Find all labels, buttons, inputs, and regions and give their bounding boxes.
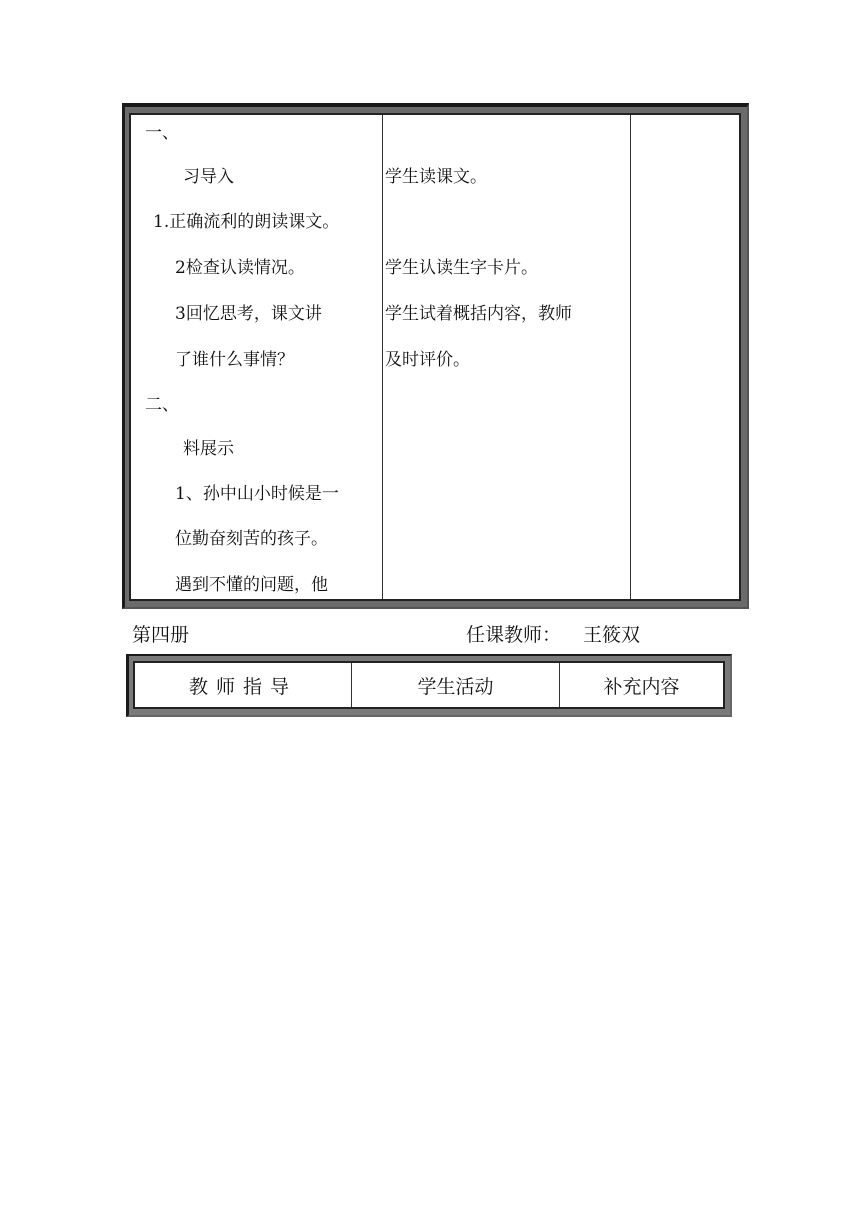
teacher-info [466,620,640,647]
guidance-line: 遇到不懂的问题，他 [175,575,328,595]
guidance-line: 一、 [145,123,179,143]
guidance-line: 二、 [145,395,179,415]
teacher-guidance-column [131,115,383,599]
guidance-line: 3回忆思考，课文讲 [175,304,322,324]
guidance-line: 1.正确流利的朗读课文。 [153,212,340,232]
teacher-label: 任课教师： [466,624,562,646]
book-volume: 第四册 [132,624,190,646]
header-supplement: 补充内容 [603,675,680,698]
header-teacher-guidance: 教师指导 [135,663,352,707]
guidance-line: 1、孙中山小时候是一 [175,484,339,504]
activity-line: 学生读课文。 [385,167,487,187]
guidance-line: 位勤奋刻苦的孩子。 [175,529,328,549]
student-activity-column [383,115,631,599]
supplement-column [631,115,739,599]
activity-line: 学生认读生字卡片。 [385,258,538,278]
lesson-table [122,103,749,609]
header-table [126,654,732,717]
guidance-line: 2检查认读情况。 [175,258,305,278]
guidance-line: 了谁什么事情？ [175,350,294,370]
guidance-line: 习导入 [183,167,234,187]
lesson-table-body [129,113,741,601]
header-student-activity: 学生活动 [352,663,560,707]
activity-line: 及时评价。 [385,350,470,370]
guidance-line: 料展示 [183,439,234,459]
activity-line: 学生试着概括内容，教师 [385,304,572,324]
teacher-name: 王筱双 [583,624,641,646]
header-row [133,661,725,709]
